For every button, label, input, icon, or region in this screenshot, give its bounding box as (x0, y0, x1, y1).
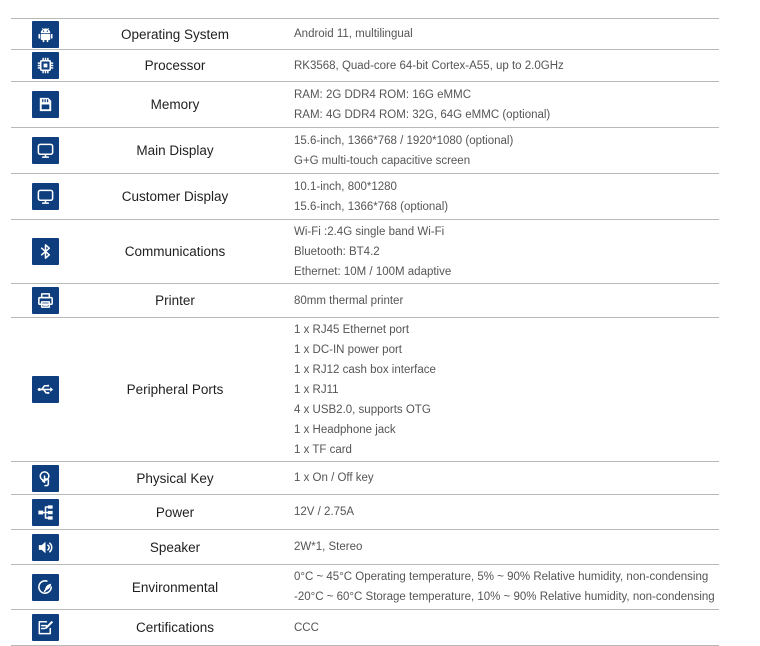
spec-value-line: RAM: 4G DDR4 ROM: 32G, 64G eMMC (optional) (294, 108, 551, 121)
android-icon (32, 21, 59, 48)
bluetooth-icon (32, 238, 59, 265)
spec-row (11, 128, 719, 174)
spec-values (271, 320, 719, 460)
spec-values (271, 85, 719, 125)
spec-value-line: 1 x TF card (294, 443, 352, 456)
spec-value-line: 15.6-inch, 1366*768 / 1920*1080 (optional) (294, 134, 514, 147)
spec-label: Processor (144, 58, 206, 73)
spec-value-line: Bluetooth: BT4.2 (294, 245, 380, 258)
spec-row (11, 50, 719, 82)
spec-value-line: -20°C ~ 60°C Storage temperature, 10% ~ 90% Relative humidity, non-condensing (294, 591, 715, 603)
spec-values (271, 537, 719, 557)
spec-value-line: 0°C ~ 45°C Operating temperature, 5% ~ 90% Relative humidity, non-condensing (294, 571, 709, 583)
spec-value-line: 1 x On / Off key (294, 472, 374, 484)
spec-icon-cell (11, 52, 79, 79)
spec-table (11, 18, 719, 646)
spec-row (11, 318, 719, 462)
spec-label: Power (155, 504, 195, 520)
spec-values (271, 468, 719, 488)
spec-value-line: 1 x DC-IN power port (294, 343, 403, 356)
spec-label: Communications (124, 244, 226, 259)
spec-row (11, 610, 719, 646)
spec-value-line: 1 x RJ12 cash box interface (294, 363, 436, 376)
monitor-icon (32, 137, 59, 164)
speaker-icon (32, 534, 59, 561)
spec-icon-cell (11, 376, 79, 403)
spec-value-line: RK3568, Quad-core 64-bit Cortex-A55, up to 2.0GHz (294, 59, 564, 72)
spec-label: Environmental (131, 579, 219, 595)
spec-values (271, 222, 719, 282)
spec-values (271, 56, 719, 76)
spec-value-line: 10.1-inch, 800*1280 (294, 180, 397, 193)
processor-icon (32, 52, 59, 79)
spec-icon-cell (11, 183, 79, 210)
spec-row (11, 284, 719, 318)
leaf-icon (32, 574, 59, 601)
spec-value-line: 80mm thermal printer (294, 294, 404, 307)
spec-row (11, 530, 719, 565)
spec-value-line: 2W*1, Stereo (294, 541, 363, 553)
spec-value-line: 1 x RJ11 (294, 383, 339, 396)
spec-row (11, 174, 719, 220)
spec-icon-cell (11, 238, 79, 265)
spec-values (271, 502, 719, 522)
spec-values (271, 567, 719, 607)
spec-values (271, 131, 719, 171)
memory-card-icon (32, 91, 59, 118)
spec-icon-cell (11, 287, 79, 314)
spec-value-line: Wi-Fi :2.4G single band Wi-Fi (294, 225, 445, 238)
spec-value-line: 12V / 2.75A (294, 506, 355, 518)
spec-row (11, 495, 719, 530)
spec-value-line: G+G multi-touch capacitive screen (294, 154, 471, 167)
spec-icon-cell (11, 574, 79, 601)
spec-row (11, 82, 719, 128)
spec-row (11, 220, 719, 284)
touch-key-icon (32, 465, 59, 492)
usb-icon (32, 376, 59, 403)
spec-value-line: RAM: 2G DDR4 ROM: 16G eMMC (294, 88, 471, 101)
spec-label: Operating System (120, 26, 230, 42)
spec-label: Peripheral Ports (126, 382, 224, 397)
spec-icon-cell (11, 137, 79, 164)
spec-values (271, 618, 719, 638)
spec-value-line: 15.6-inch, 1366*768 (optional) (294, 200, 449, 213)
spec-icon-cell (11, 91, 79, 118)
monitor-icon (32, 183, 59, 210)
spec-label: Customer Display (121, 189, 229, 204)
spec-label: Main Display (136, 143, 214, 158)
spec-label: Speaker (149, 539, 201, 555)
spec-icon-cell (11, 614, 79, 641)
certificate-icon (32, 614, 59, 641)
spec-value-line: CCC (294, 621, 319, 634)
spec-values (271, 24, 719, 44)
spec-row (11, 18, 719, 50)
spec-value-line: Ethernet: 10M / 100M adaptive (294, 265, 452, 278)
spec-row (11, 462, 719, 495)
spec-value-line: 4 x USB2.0, supports OTG (294, 403, 431, 416)
spec-value-line: 1 x Headphone jack (294, 423, 396, 436)
spec-icon-cell (11, 21, 79, 48)
spec-value-line: Android 11, multilingual (294, 28, 413, 40)
spec-values (271, 177, 719, 217)
spec-label: Memory (150, 97, 200, 112)
spec-label: Physical Key (136, 470, 214, 486)
spec-label: Printer (155, 293, 195, 308)
spec-row (11, 565, 719, 610)
spec-icon-cell (11, 465, 79, 492)
spec-icon-cell (11, 534, 79, 561)
spec-value-line: 1 x RJ45 Ethernet port (294, 323, 410, 336)
spec-label: Certifications (135, 620, 215, 635)
power-network-icon (32, 499, 59, 526)
spec-icon-cell (11, 499, 79, 526)
spec-values (271, 291, 719, 311)
printer-icon (32, 287, 59, 314)
